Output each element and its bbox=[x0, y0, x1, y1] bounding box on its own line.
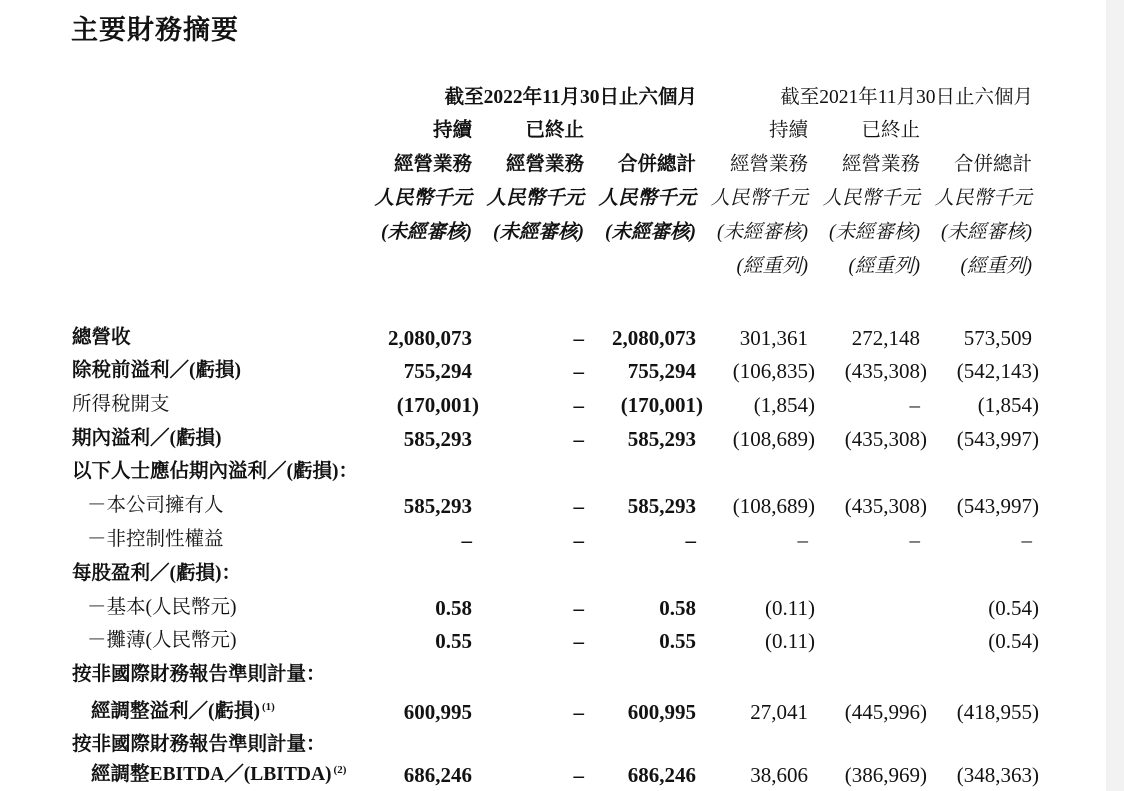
value-continuing-2021: 38,606 bbox=[750, 763, 808, 787]
value-total-2022: 755,294 bbox=[627, 359, 696, 383]
table-row bbox=[0, 592, 1100, 624]
period-label-2022: 截至2022年11月30日止六個月 bbox=[444, 87, 697, 108]
value-total-2021: (1,854) bbox=[977, 393, 1039, 417]
value-discontinued-2022: – bbox=[573, 700, 584, 724]
column-header-audit bbox=[0, 217, 1100, 249]
value-discontinued-2021: – bbox=[909, 393, 920, 417]
value-continuing-2022: 686,246 bbox=[403, 763, 472, 787]
table-row bbox=[0, 490, 1100, 522]
col-header-continuing-2021: 持續 bbox=[768, 120, 808, 141]
col-header-unaudited: (未經審核) bbox=[493, 222, 584, 243]
table-row bbox=[0, 322, 1100, 354]
value-continuing-2021: (106,835) bbox=[732, 359, 815, 383]
value-discontinued-2022: – bbox=[573, 359, 584, 383]
col-header-currency: 人民幣千元 bbox=[934, 188, 1032, 209]
section-label: 以下人士應佔期內溢利／(虧損)： bbox=[72, 461, 358, 482]
row-label-group bbox=[91, 696, 275, 730]
row-label: －攤薄(人民幣元) bbox=[87, 630, 237, 651]
value-discontinued-2021: (445,996) bbox=[844, 700, 927, 724]
value-total-2022: 585,293 bbox=[627, 494, 696, 518]
col-header-currency: 人民幣千元 bbox=[822, 188, 920, 209]
col-header-restated: (經重列) bbox=[848, 256, 920, 277]
col-header-discontinued-2022: 已終止 bbox=[525, 120, 584, 141]
col-header-currency: 人民幣千元 bbox=[374, 188, 472, 209]
value-discontinued-2021: – bbox=[909, 528, 920, 552]
column-header-restated bbox=[0, 251, 1100, 283]
footnote-marker: (2) bbox=[333, 764, 347, 776]
value-total-2021: (0.54) bbox=[988, 596, 1039, 620]
col-header-currency: 人民幣千元 bbox=[486, 188, 584, 209]
viewer-margin bbox=[1106, 0, 1124, 791]
value-discontinued-2022: – bbox=[573, 528, 584, 552]
section-label: 按非國際財務報告準則計量： bbox=[72, 664, 326, 685]
column-header-line1 bbox=[0, 115, 1100, 147]
value-continuing-2022: 0.55 bbox=[435, 629, 472, 653]
value-total-2021: (418,955) bbox=[956, 700, 1039, 724]
col-header-total-2022: 合併總計 bbox=[617, 154, 696, 175]
col-header-restated: (經重列) bbox=[960, 256, 1032, 277]
row-label: 總營收 bbox=[72, 327, 131, 348]
value-continuing-2021: (108,689) bbox=[732, 427, 815, 451]
value-discontinued-2022: – bbox=[573, 326, 584, 350]
row-label: －基本(人民幣元) bbox=[87, 597, 237, 618]
row-label: 經調整EBITDA／(LBITDA) bbox=[91, 764, 332, 785]
row-label: －本公司擁有人 bbox=[87, 495, 224, 516]
value-total-2022: 2,080,073 bbox=[612, 326, 696, 350]
value-total-2021: (543,997) bbox=[956, 427, 1039, 451]
value-discontinued-2021: (435,308) bbox=[844, 427, 927, 451]
page-title: 主要財務摘要 bbox=[71, 15, 239, 45]
col-header-currency: 人民幣千元 bbox=[710, 188, 808, 209]
col-header-discontinued-2021: 已終止 bbox=[861, 120, 920, 141]
value-discontinued-2021: (435,308) bbox=[844, 494, 927, 518]
value-total-2021: (542,143) bbox=[956, 359, 1039, 383]
table-row bbox=[0, 696, 1100, 728]
col-header-total-2021: 合併總計 bbox=[953, 154, 1032, 175]
value-continuing-2022: 0.58 bbox=[435, 596, 472, 620]
table-section-row bbox=[0, 558, 1100, 590]
value-total-2021: (0.54) bbox=[988, 629, 1039, 653]
value-total-2022: 0.58 bbox=[659, 596, 696, 620]
value-continuing-2022: (170,001) bbox=[396, 393, 479, 417]
value-continuing-2021: (1,854) bbox=[753, 393, 815, 417]
col-header-discontinued-2021: 經營業務 bbox=[841, 154, 920, 175]
value-total-2021: – bbox=[1021, 528, 1032, 552]
col-header-restated: (經重列) bbox=[736, 256, 808, 277]
value-discontinued-2021: 272,148 bbox=[851, 326, 920, 350]
table-section-row bbox=[0, 659, 1100, 691]
row-label: 經調整溢利／(虧損) bbox=[91, 701, 260, 722]
value-continuing-2022: 585,293 bbox=[403, 494, 472, 518]
value-continuing-2022: 600,995 bbox=[403, 700, 472, 724]
row-label: －非控制性權益 bbox=[87, 529, 224, 550]
value-total-2021: (543,997) bbox=[956, 494, 1039, 518]
col-header-continuing-2021: 經營業務 bbox=[729, 154, 808, 175]
footnote-marker: (1) bbox=[262, 701, 275, 713]
value-continuing-2022: 755,294 bbox=[403, 359, 472, 383]
col-header-unaudited: (未經審核) bbox=[717, 222, 808, 243]
col-header-unaudited: (未經審核) bbox=[941, 222, 1032, 243]
table-section-row bbox=[0, 729, 1100, 761]
value-continuing-2022: 585,293 bbox=[403, 427, 472, 451]
value-continuing-2021: 27,041 bbox=[750, 700, 808, 724]
value-continuing-2021: (108,689) bbox=[732, 494, 815, 518]
value-discontinued-2022: – bbox=[573, 596, 584, 620]
value-discontinued-2022: – bbox=[573, 494, 584, 518]
value-total-2022: (170,001) bbox=[620, 393, 703, 417]
value-discontinued-2021: (386,969) bbox=[844, 763, 927, 787]
period-label-2021: 截至2021年11月30日止六個月 bbox=[780, 87, 1033, 108]
table-row bbox=[0, 355, 1100, 387]
value-total-2022: 585,293 bbox=[627, 427, 696, 451]
section-label: 每股盈利／(虧損)： bbox=[72, 563, 241, 584]
col-header-unaudited: (未經審核) bbox=[829, 222, 920, 243]
value-total-2022: – bbox=[685, 528, 696, 552]
row-label: 所得稅開支 bbox=[72, 394, 170, 415]
value-continuing-2022: 2,080,073 bbox=[388, 326, 472, 350]
value-total-2021: 573,509 bbox=[963, 326, 1032, 350]
value-total-2022: 686,246 bbox=[627, 763, 696, 787]
value-total-2022: 0.55 bbox=[659, 629, 696, 653]
col-header-unaudited: (未經審核) bbox=[381, 222, 472, 243]
period-header-row bbox=[0, 82, 1100, 114]
column-header-line2 bbox=[0, 149, 1100, 181]
table-row bbox=[0, 389, 1100, 421]
col-header-unaudited: (未經審核) bbox=[605, 222, 696, 243]
table-section-row bbox=[0, 456, 1100, 488]
row-label-group bbox=[91, 759, 346, 791]
column-header-currency bbox=[0, 183, 1100, 215]
col-header-discontinued-2022: 經營業務 bbox=[505, 154, 584, 175]
col-header-continuing-2022: 經營業務 bbox=[393, 154, 472, 175]
table-row bbox=[0, 423, 1100, 455]
value-continuing-2022: – bbox=[461, 528, 472, 552]
value-continuing-2021: 301,361 bbox=[739, 326, 808, 350]
table-row bbox=[0, 524, 1100, 556]
value-discontinued-2022: – bbox=[573, 763, 584, 787]
value-discontinued-2021: (435,308) bbox=[844, 359, 927, 383]
row-label: 除稅前溢利／(虧損) bbox=[72, 360, 241, 381]
value-discontinued-2022: – bbox=[573, 393, 584, 417]
value-discontinued-2022: – bbox=[573, 427, 584, 451]
value-total-2022: 600,995 bbox=[627, 700, 696, 724]
table-row bbox=[0, 759, 1100, 791]
value-continuing-2021: (0.11) bbox=[765, 596, 815, 620]
value-total-2021: (348,363) bbox=[956, 763, 1039, 787]
value-continuing-2021: (0.11) bbox=[765, 629, 815, 653]
value-discontinued-2022: – bbox=[573, 629, 584, 653]
col-header-continuing-2022: 持續 bbox=[432, 120, 472, 141]
table-row bbox=[0, 625, 1100, 657]
value-continuing-2021: – bbox=[797, 528, 808, 552]
section-label: 按非國際財務報告準則計量： bbox=[72, 734, 326, 755]
row-label: 期內溢利／(虧損) bbox=[72, 428, 222, 449]
col-header-currency: 人民幣千元 bbox=[598, 188, 696, 209]
